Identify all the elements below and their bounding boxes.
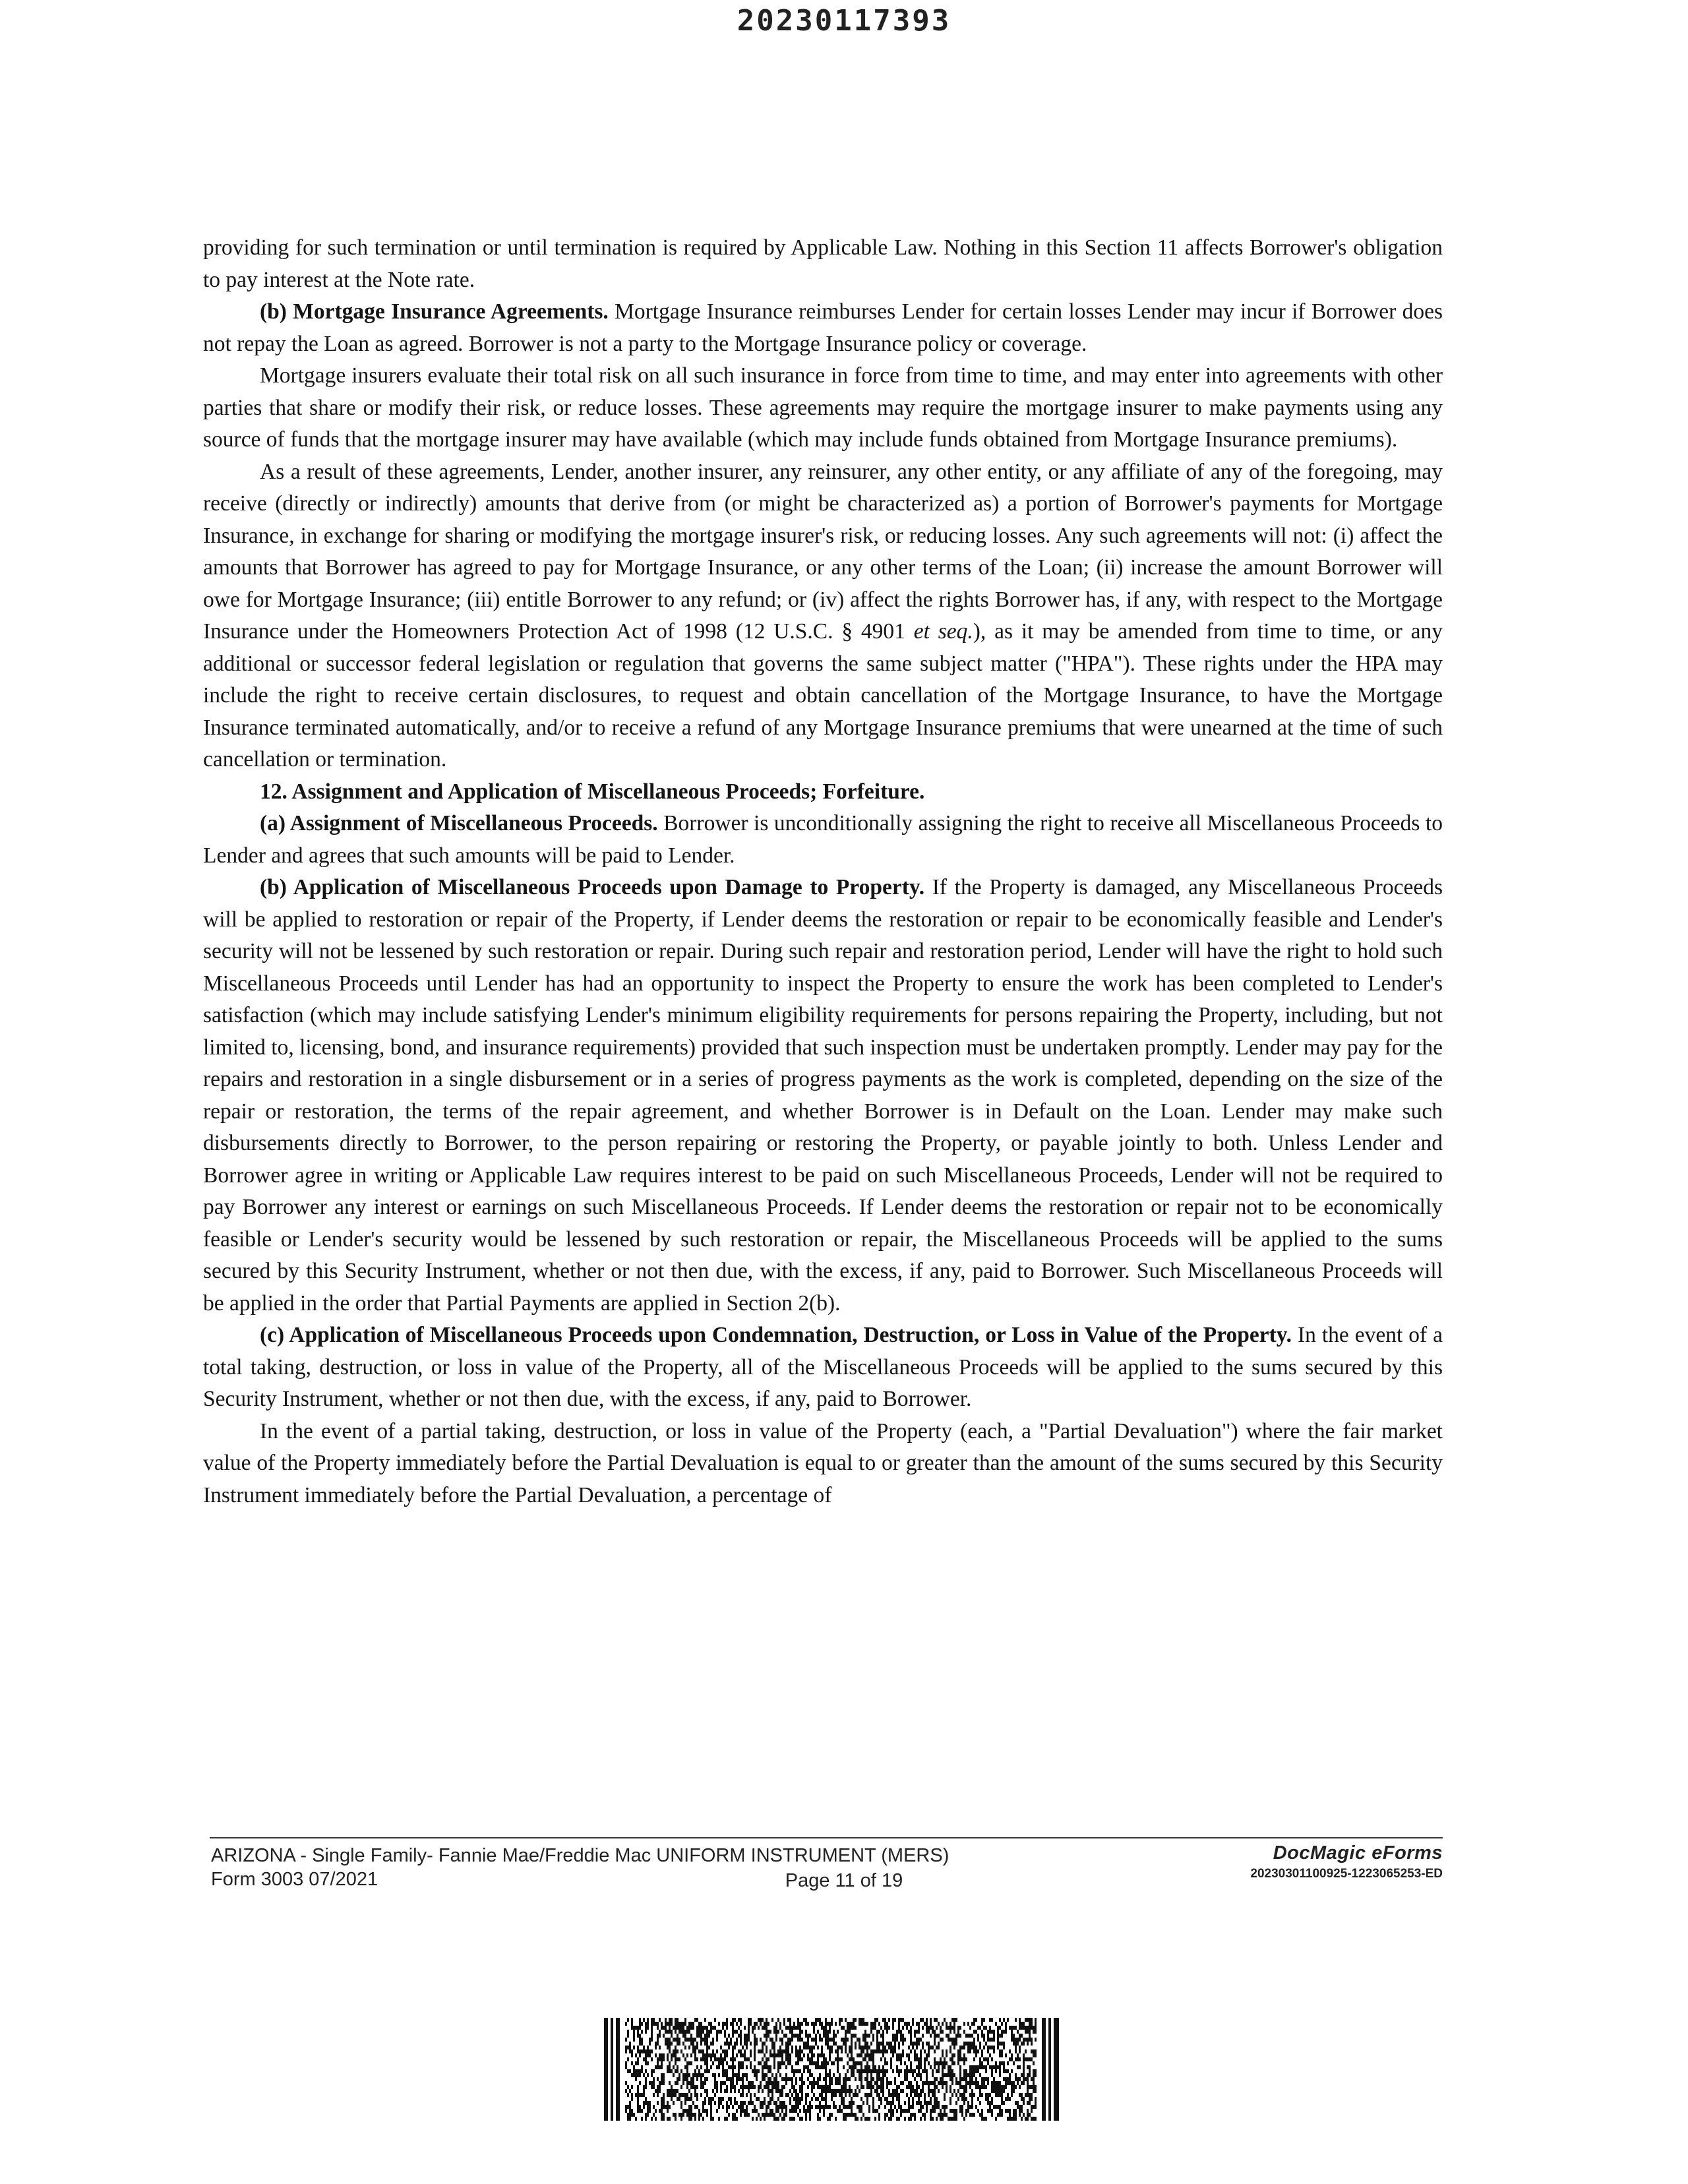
footer-brand-block: [1250, 1842, 1443, 1881]
paragraph-text: In the event of a total taking, destruction, or loss in value of the Property, all of the Miscellaneous Proceeds will be applied to the sums secured by this Security Instrument, whether or not then due, with the excess, if any, paid to Borrower.: [203, 1323, 1443, 1411]
paragraph-continuation: providing for such termination or until termination is required by Applicable Law. Nothing in this Section 11 affects Borrower's obligation to pay interest at the Note rate.: [203, 235, 1443, 292]
paragraph-agreements-result: [203, 456, 1443, 776]
section-heading: (b) Mortgage Insurance Agreements.: [260, 299, 609, 324]
section-heading: (b) Application of Miscellaneous Proceeds upon Damage to Property.: [260, 875, 925, 899]
footer-divider: [210, 1837, 1443, 1838]
section-heading: 12. Assignment and Application of Miscellaneous Proceeds; Forfeiture.: [260, 779, 925, 804]
paragraph-mortgage-insurers: Mortgage insurers evaluate their total risk on all such insurance in force from time to time, and may enter into agreements with other parties that share or modify their risk, or reduce losses. These agreements may require the mortgage insurer to make payments using any source of funds that the mortgage insurer may have available (which may include funds obtained from Mortgage Insurance premiums).: [203, 363, 1443, 452]
paragraph-text: Borrower is unconditionally assigning the right to receive all Miscellaneous Proceeds to Lender and agrees that such amounts will be paid to Lender.: [203, 811, 1443, 868]
tracking-id: 20230301100925-1223065253-ED: [1250, 1867, 1443, 1881]
recording-number: 20230117393: [737, 4, 951, 38]
page-number: Page 11 of 19: [785, 1870, 903, 1891]
barcode-icon: [604, 2018, 1059, 2121]
paragraph-text: As a result of these agreements, Lender, another insurer, any reinsurer, any other entity, or any affiliate of any of the foregoing, may receive (directly or indirectly) amounts that derive from (or might be characterized as) a portion of Borrower's payments for Mortgage Insurance, in exchange for sharing or modifying the mortgage insurer's risk, or reducing losses. Any such agreements will not: (i) affect the amounts that Borrower has agreed to pay for Mortgage Insurance, or any other terms of the Loan; (ii) increase the amount Borrower will owe for Mortgage Insurance; (iii) entitle Borrower to any refund; or (iv) affect the rights Borrower has, if any, with respect to the Mortgage Insurance under the Homeowners Protection Act of 1998 (12 U.S.C. § 4901: [203, 459, 1443, 644]
paragraph-text: If the Property is damaged, any Miscellaneous Proceeds will be applied to restoration or repair of the Property, if Lender deems the restoration or repair to be economically feasible and Lender's security will not be lessened by such restoration or repair. During such repair and restoration period, Lender will have the right to hold such Miscellaneous Proceeds until Lender has had an opportunity to inspect the Property to ensure the work has been completed to Lender's satisfaction (which may include satisfying Lender's minimum eligibility requirements for persons repairing the Property, including, but not limited to, licensing, bond, and insurance requirements) provided that such inspection must be undertaken promptly. Lender may pay for the repairs and restoration in a single disbursement or in a series of progress payments as the work is completed, depending on the size of the repair or restoration, the terms of the repair agreement, and whether Borrower is in Default on the Loan. Lender may make such disbursements directly to Borrower, to the person repairing or restoring the Property, or payable jointly to both. Unless Lender and Borrower agree in writing or Applicable Law requires interest to be paid on such Miscellaneous Proceeds, Lender will not be required to pay Borrower any interest or earnings on such Miscellaneous Proceeds. If Lender deems the restoration or repair not to be economically feasible or Lender's security would be lessened by such restoration or repair, the Miscellaneous Proceeds will be applied to the sums secured by this Security Instrument, whether or not then due, with the excess, if any, paid to Borrower. Such Miscellaneous Proceeds will be applied in the order that Partial Payments are applied in Section 2(b).: [203, 875, 1443, 1316]
paragraph-mortgage-insurance-agreements: [203, 296, 1443, 360]
paragraph-condemnation: [203, 1320, 1443, 1416]
section-12-heading: [203, 776, 1443, 808]
form-number: Form 3003 07/2021: [211, 1869, 378, 1890]
docmagic-logo: DocMagic eForms: [1273, 1842, 1443, 1864]
paragraph-text: ), as it may be amended from time to time, or any additional or successor federal legislation or regulation that governs the same subject matter ("HPA"). These rights under the HPA may include the right to receive certain disclosures, to request and obtain cancellation of the Mortgage Insurance, to have the Mortgage Insurance terminated automatically, and/or to receive a refund of any Mortgage Insurance premiums that were unearned at the time of such cancellation or termination.: [203, 619, 1443, 772]
latin-term: et seq.: [913, 619, 973, 644]
paragraph-damage-to-property: [203, 872, 1443, 1320]
paragraph-partial-devaluation: In the event of a partial taking, destruction, or loss in value of the Property (each, a "Partial Devaluation") where the fair market value of the Property immediately before the Partial Devaluation is equal to or greater than the amount of the sums secured by this Security Instrument immediately before the Partial Devaluation, a percentage of: [203, 1418, 1443, 1507]
document-body: [203, 232, 1443, 1511]
section-heading: (a) Assignment of Miscellaneous Proceeds.: [260, 811, 658, 835]
section-heading: (c) Application of Miscellaneous Proceeds upon Condemnation, Destruction, or Loss in Value of the Property.: [260, 1323, 1292, 1347]
paragraph-text: Mortgage Insurance reimburses Lender for certain losses Lender may incur if Borrower does not repay the Loan as agreed. Borrower is not a party to the Mortgage Insurance policy or coverage.: [203, 299, 1443, 356]
form-title: ARIZONA - Single Family- Fannie Mae/Freddie Mac UNIFORM INSTRUMENT (MERS): [211, 1845, 950, 1866]
paragraph-assignment-proceeds: [203, 808, 1443, 872]
